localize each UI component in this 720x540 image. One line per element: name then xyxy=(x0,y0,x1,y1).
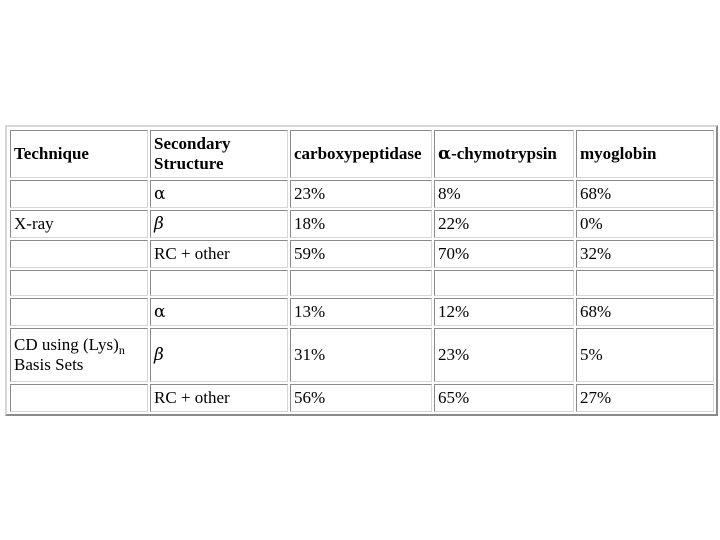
table-cell-structure xyxy=(150,298,288,326)
table-cell-technique xyxy=(10,210,148,238)
table-cell-chymotrypsin xyxy=(434,298,574,326)
header-chymotrypsin-label xyxy=(438,144,557,164)
technique-cd-basis-sets xyxy=(14,335,125,375)
value: 0% xyxy=(580,214,603,233)
header-structure-line1: Secondary xyxy=(154,134,231,153)
value: 13% xyxy=(294,302,326,321)
table-cell-myoglobin xyxy=(576,328,714,382)
table-cell-structure xyxy=(150,328,288,382)
header-chymotrypsin-alpha: α xyxy=(438,144,452,164)
technique-cd-line2: Basis Sets xyxy=(14,355,84,374)
technique-cd-line1: CD using (Lys) xyxy=(14,335,119,354)
header-myoglobin-label: myoglobin xyxy=(580,144,657,163)
value: 12% xyxy=(438,302,470,321)
table-cell-chymotrypsin xyxy=(434,180,574,208)
table-cell-carboxypeptidase xyxy=(290,240,432,268)
structure-beta: β xyxy=(154,345,164,365)
table-cell-structure xyxy=(150,210,288,238)
header-chymotrypsin xyxy=(434,130,574,178)
value: 65% xyxy=(438,388,470,407)
table-cell-carboxypeptidase xyxy=(290,384,432,412)
table-cell-empty xyxy=(576,270,714,296)
table-cell-empty xyxy=(434,270,574,296)
table-cell-technique-empty xyxy=(10,240,148,268)
structure-rc-other: RC + other xyxy=(154,244,230,263)
data-table xyxy=(5,125,718,416)
header-technique-label: Technique xyxy=(14,144,89,163)
structure-alpha: α xyxy=(154,184,166,204)
value: 5% xyxy=(580,345,603,364)
table-cell-carboxypeptidase xyxy=(290,180,432,208)
table-cell-chymotrypsin xyxy=(434,328,574,382)
value: 18% xyxy=(294,214,326,233)
table-cell-carboxypeptidase xyxy=(290,298,432,326)
table-cell-carboxypeptidase xyxy=(290,210,432,238)
table-cell-empty xyxy=(150,270,288,296)
table-cell-myoglobin xyxy=(576,240,714,268)
table-cell-structure xyxy=(150,180,288,208)
value: 68% xyxy=(580,184,612,203)
table-cell-technique-empty xyxy=(10,180,148,208)
value: 59% xyxy=(294,244,326,263)
value: 23% xyxy=(294,184,326,203)
header-secondary-structure xyxy=(150,130,288,178)
header-technique xyxy=(10,130,148,178)
table-cell-empty xyxy=(290,270,432,296)
header-carboxypeptidase-label: carboxypeptidase xyxy=(294,144,422,163)
table-cell-myoglobin xyxy=(576,210,714,238)
header-carboxypeptidase xyxy=(290,130,432,178)
value: 8% xyxy=(438,184,461,203)
structure-alpha: α xyxy=(154,302,166,322)
technique-cd-subscript: n xyxy=(118,343,125,357)
table-cell-technique-empty xyxy=(10,298,148,326)
table-cell-carboxypeptidase xyxy=(290,328,432,382)
table-cell-empty xyxy=(10,270,148,296)
header-secondary-structure-label xyxy=(154,134,231,174)
header-structure-line2: Structure xyxy=(154,154,224,173)
table-cell-chymotrypsin xyxy=(434,240,574,268)
technique-xray: X-ray xyxy=(14,214,54,233)
table-cell-myoglobin xyxy=(576,180,714,208)
table-cell-chymotrypsin xyxy=(434,210,574,238)
value: 56% xyxy=(294,388,326,407)
table-cell-chymotrypsin xyxy=(434,384,574,412)
value: 68% xyxy=(580,302,612,321)
table-cell-structure xyxy=(150,240,288,268)
structure-beta: β xyxy=(154,214,164,234)
header-chymotrypsin-text: -chymotrypsin xyxy=(451,144,557,163)
structure-rc-other: RC + other xyxy=(154,388,230,407)
table-cell-structure xyxy=(150,384,288,412)
table-cell-technique-empty xyxy=(10,384,148,412)
value: 32% xyxy=(580,244,612,263)
table-cell-myoglobin xyxy=(576,298,714,326)
table-cell-technique xyxy=(10,328,148,382)
table-cell-myoglobin xyxy=(576,384,714,412)
value: 23% xyxy=(438,345,470,364)
value: 27% xyxy=(580,388,612,407)
header-myoglobin xyxy=(576,130,714,178)
value: 31% xyxy=(294,345,326,364)
value: 70% xyxy=(438,244,470,263)
value: 22% xyxy=(438,214,470,233)
